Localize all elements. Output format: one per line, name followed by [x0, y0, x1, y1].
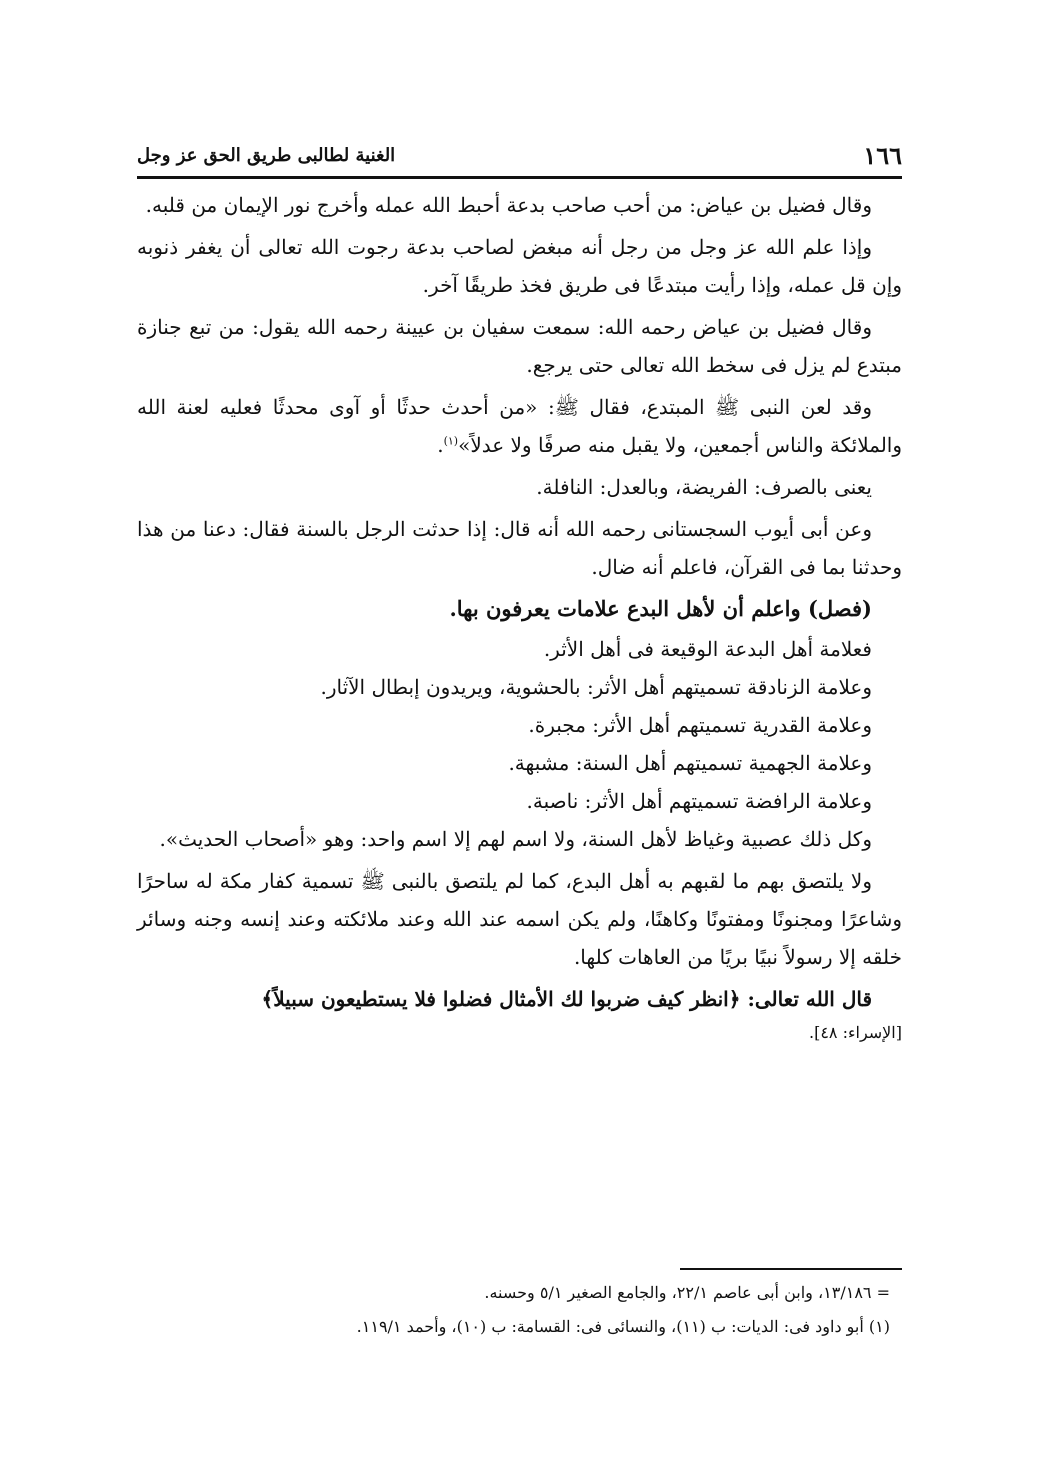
paragraph-hadith-curse: وقد لعن النبى ﷺ المبتدع، فقال ﷺ: «من أحدث حدثًا أو آوى محدثًا فعليه لعنة الله والملائكة والناس أجمعين، ولا يقبل منه صرفًا ولا عدلاً»$^{(١)}$. [137, 395, 902, 457]
quran-quote [137, 980, 902, 1018]
paragraph-ayyub-sijistani: وعن أبى أيوب السجستانى رحمه الله أنه قال: إذا حدثت الرجل بالسنة فقال: دعنا من هذا وحدثنا بما فى القرآن، فاعلم أنه ضال. [137, 517, 902, 579]
paragraph-sarf-adl: يعنى بالصرف: الفريضة، وبالعدل: النافلة. [536, 475, 872, 499]
sign-line-jahmiyya: وعلامة الجهمية تسميتهم أهل السنة: مشبهة. [508, 751, 872, 775]
quran-reference: [الإسراء: ٤٨]. [808, 1023, 902, 1042]
paragraph-fudayl-1: وقال فضيل بن عياض: من أحب صاحب بدعة أحبط الله عمله وأخرج نور الإيمان من قلبه. [145, 193, 872, 217]
body-text [137, 186, 902, 1048]
footnote-1: (١) أبو داود فى: الديات: ب (١١)، والنسائى فى: القسامة: ب (١٠)، وأحمد ١١٩/١. [356, 1317, 890, 1336]
paragraph-hatred-of-innovator: وإذا علم الله عز وجل من رجل أنه مبغض لصاحب بدعة رجوت الله تعالى أن يغفر ذنوبه وإن قل عمله، وإذا رأيت مبتدعًا فى طريق فخذ طريقًا آخر. [137, 235, 902, 297]
hadith-text: وقد لعن النبى ﷺ المبتدع، فقال ﷺ: «من أحدث حدثًا أو آوى محدثًا فعليه لعنة الله والملائكة والناس أجمعين، ولا يقبل منه صرفًا ولا عدلاً» [137, 395, 902, 457]
header-rule [137, 176, 902, 179]
page-number: ١٦٦ [863, 140, 902, 170]
sign-line-qadariyya: وعلامة القدرية تسميتهم أهل الأثر: مجبرة. [528, 713, 872, 737]
quran-verse: ﴿انظر كيف ضربوا لك الأمثال فضلوا فلا يستطيعون سبيلاً﴾ [261, 987, 741, 1011]
section-heading: (فصل) واعلم أن لأهل البدع علامات يعرفون بها. [449, 596, 872, 621]
footnote-continuation: = ١٣/١٨٦، وابن أبى عاصم ٢٢/١، والجامع الصغير ٥/١ وحسنه. [484, 1283, 890, 1302]
paragraph-fudayl-sufyan: وقال فضيل بن عياض رحمه الله: سمعت سفيان بن عيينة رحمه الله يقول: من تبع جنازة مبتدع لم يزل فى سخط الله تعالى حتى يرجع. [137, 315, 902, 377]
running-title: الغنية لطالبى طريق الحق عز وجل [137, 144, 396, 166]
footnote-rule [680, 1268, 902, 1270]
sign-line-rafida: وعلامة الرافضة تسميتهم أهل الأثر: ناصبة. [526, 789, 872, 813]
sign-line-zanadiqa: وعلامة الزنادقة تسميتهم أهل الأثر: بالحشوية، ويريدون إبطال الآثار. [320, 675, 872, 699]
footnotes [137, 1276, 902, 1344]
paragraph-prophet-names: ولا يلتصق بهم ما لقبهم به أهل البدع، كما لم يلتصق بالنبى ﷺ تسمية كفار مكة له ساحرًا وشاعرًا ومجنونًا ومفتونًا وكاهنًا، ولم يكن اسمه عند الله وعند ملائكته وعند إنسه وجنه وسائر خلقه إلا رسولاً نبيًا بريًا من العاهات كلها. [137, 869, 902, 969]
paragraph-ahl-al-hadith: وكل ذلك عصبية وغياظ لأهل السنة، ولا اسم لهم إلا اسم واحد: وهو «أصحاب الحديث». [159, 827, 872, 851]
quran-intro: قال الله تعالى: [747, 987, 872, 1011]
sign-line-innovators: فعلامة أهل البدعة الوقيعة فى أهل الأثر. [543, 637, 872, 661]
page-header [137, 138, 902, 172]
footnote-marker: (١) [443, 434, 459, 448]
